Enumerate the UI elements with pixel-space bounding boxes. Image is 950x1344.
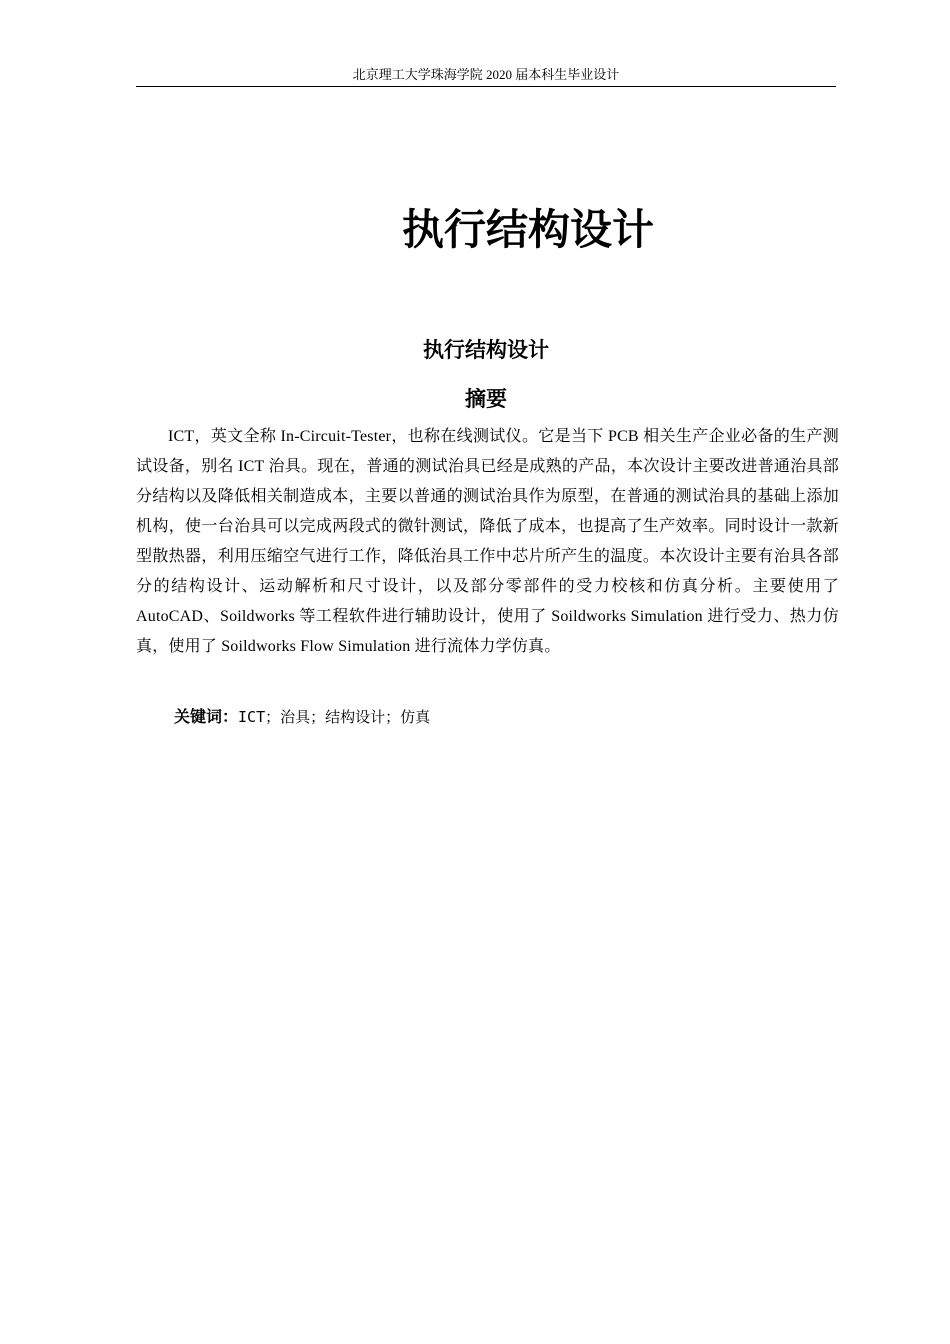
page-header: 北京理工大学珠海学院 2020 届本科生毕业设计	[352, 67, 620, 82]
abstract-paragraph: ICT，英文全称 In-Circuit-Tester，也称在线测试仪。它是当下 PCB 相关生产企业必备的生产测试设备，别名 ICT 治具。现在，普通的测试治具已经是成熟的产品，本次设计主要改进普通治具部分结构以及降低相关制造成本，主要以普通的测试治具作为原型，在普通的测试治具的基础上添加机构，使一台治具可以完成两段式的微针测试，降低了成本，也提高了生产效率。同时设计一款新型散热器，利用压缩空气进行工作，降低治具工作中芯片所产生的温度。本次设计主要有治具各部分的结构设计、运动解析和尺寸设计，以及部分零部件的受力校核和仿真分析。主要使用了 AutoCAD、Soildworks 等工程软件进行辅助设计，使用了 Soildworks Simulation 进行受力、热力仿真，使用了 Soildworks Flow Simulation 进行流体力学仿真。	[136, 428, 839, 655]
document-title: 执行结构设计	[401, 205, 654, 254]
section-title: 执行结构设计	[423, 338, 549, 362]
keywords-line	[174, 702, 834, 733]
keywords-label: 关键词：	[174, 707, 239, 726]
abstract-heading: 摘要	[465, 387, 507, 411]
keywords-value: ICT；治具；结构设计；仿真	[238, 708, 431, 726]
header-divider	[136, 86, 836, 87]
